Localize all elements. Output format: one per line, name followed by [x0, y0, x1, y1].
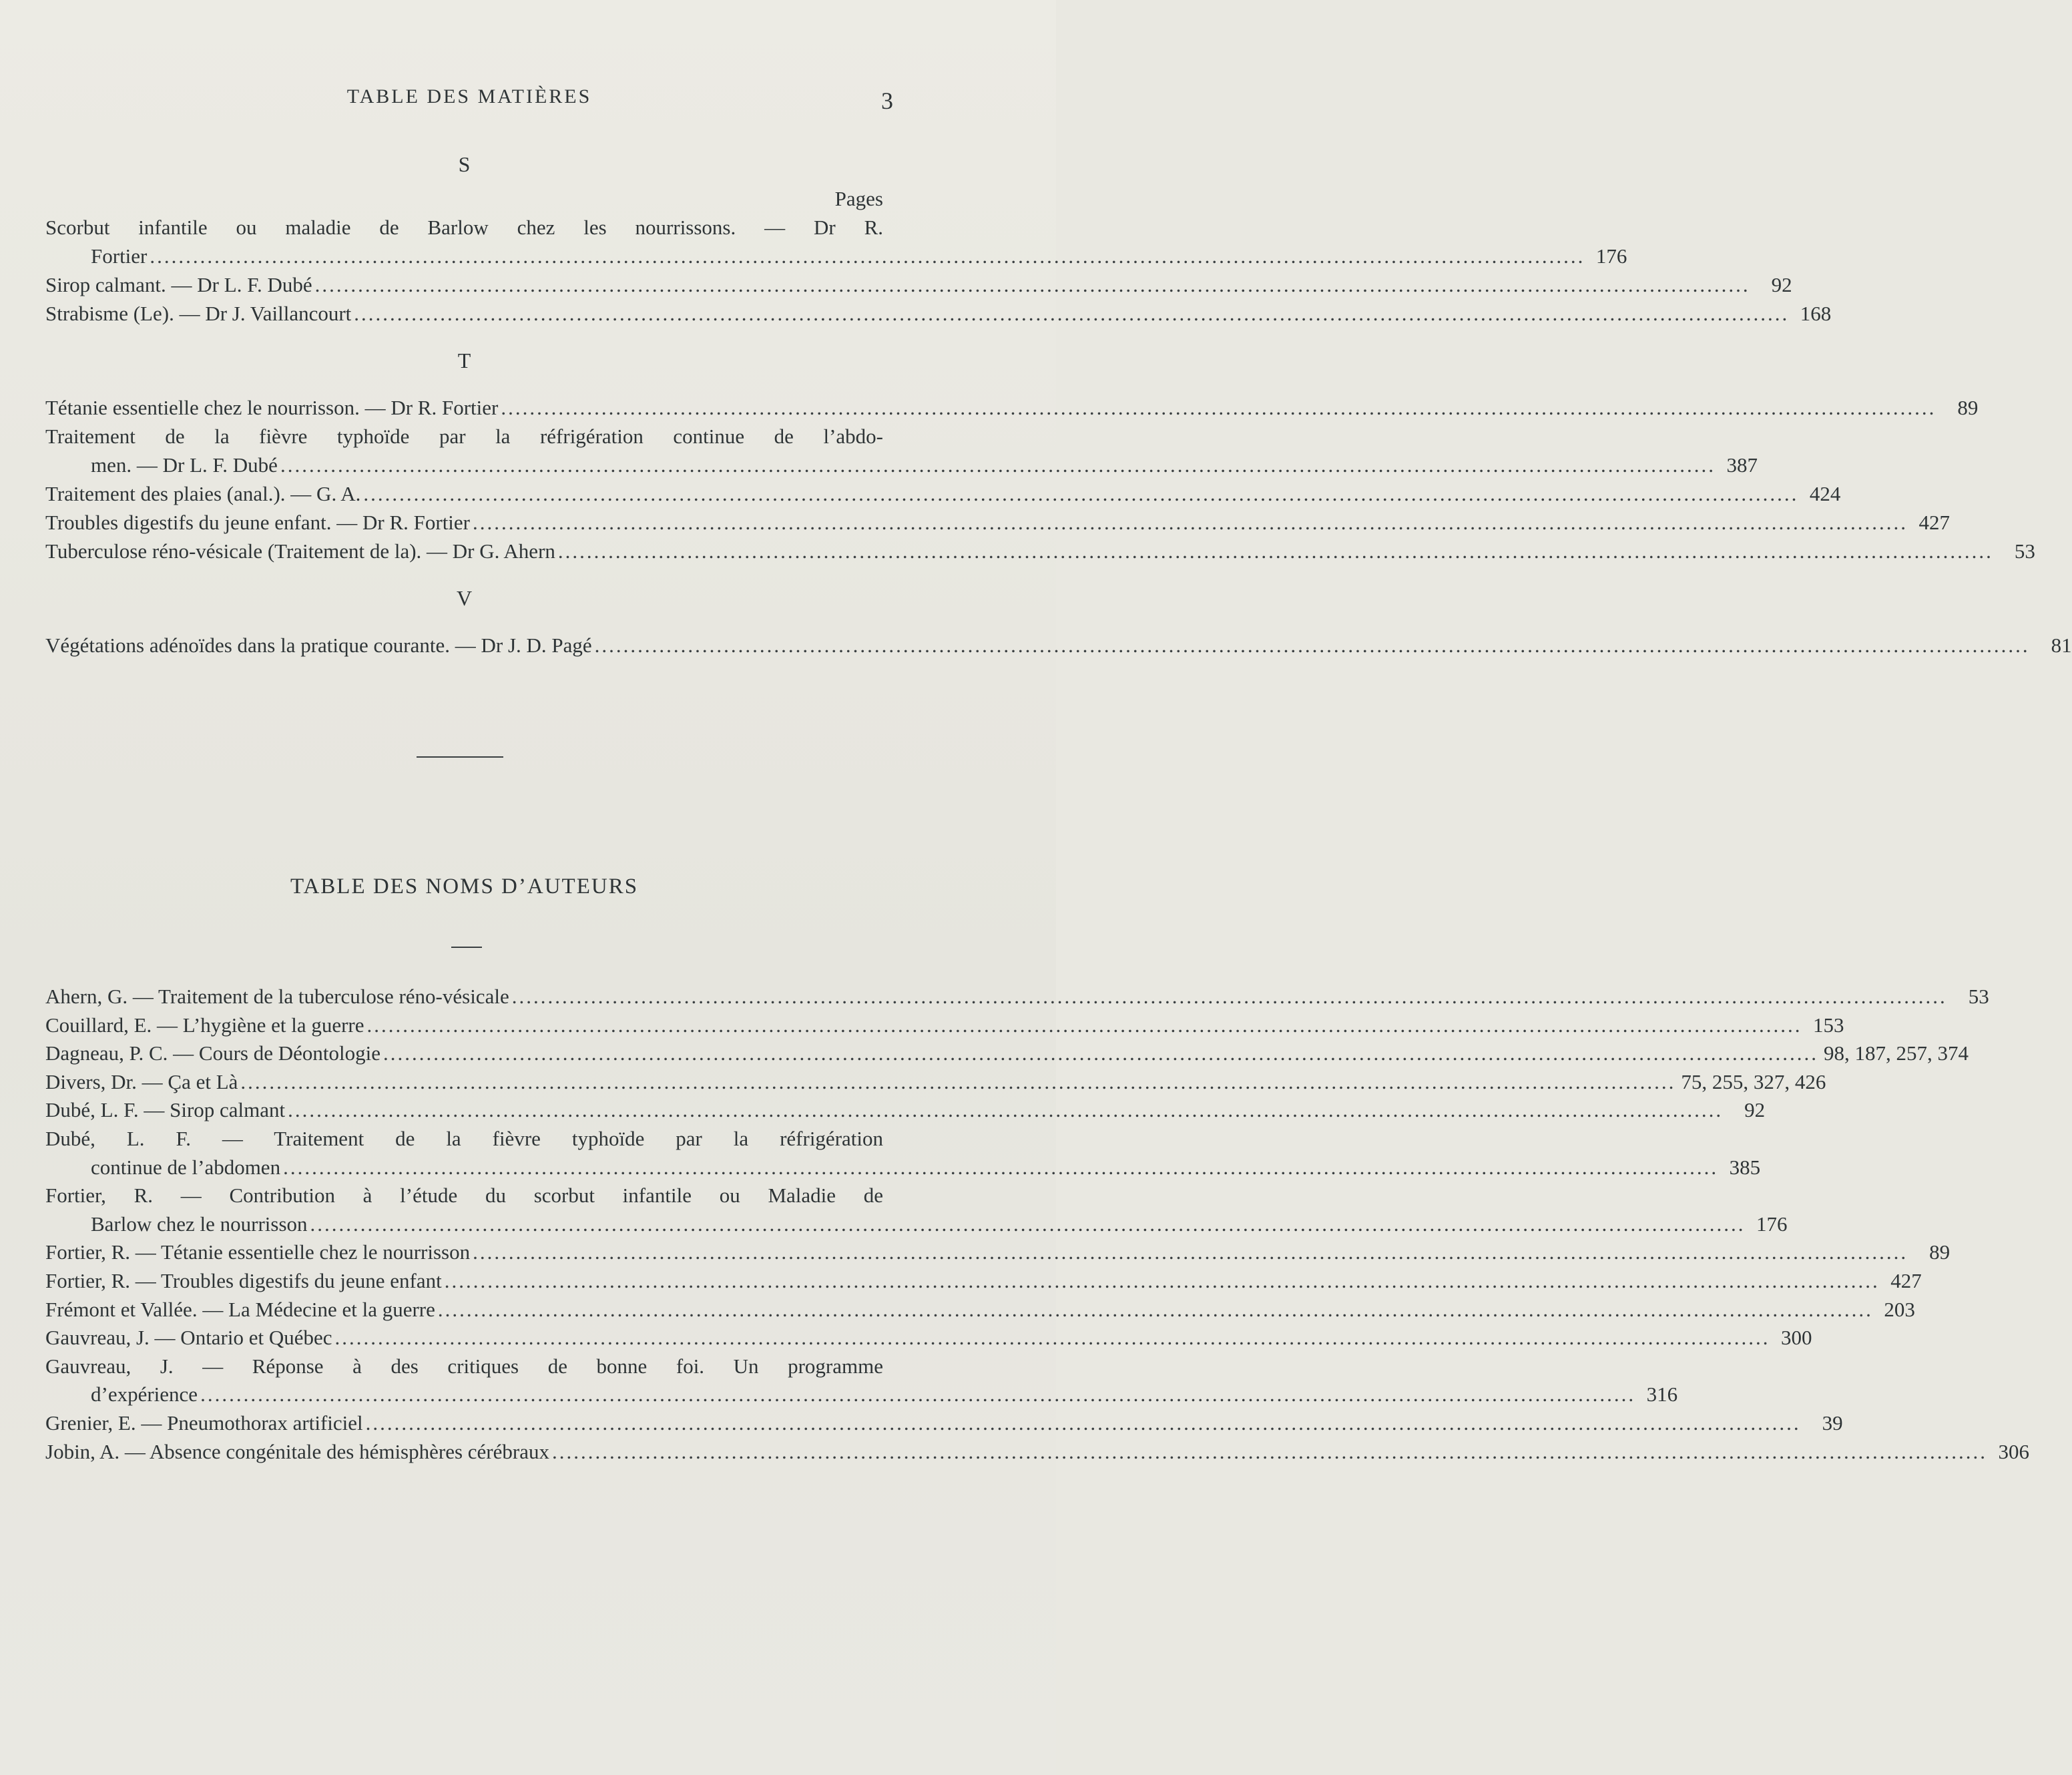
index-entry [45, 213, 1627, 270]
section-letter-v: V [456, 586, 473, 610]
entry-text: Grenier, E. — Pneumothorax artificiel [45, 1411, 363, 1435]
entry-page: 81 [2051, 633, 2072, 657]
entry-page: 316 [1646, 1382, 1678, 1407]
entry-text: Divers, Dr. — Ça et Là [45, 1069, 238, 1093]
author-entry [45, 1324, 1812, 1352]
author-entry [45, 1352, 1678, 1409]
dot-leader: ........................................................................................................................................................................................................ [334, 1326, 1770, 1350]
entry-first-line: Fortier, R. — Contribution à l’étude du scorbut infantile ou Maladie de [45, 1184, 883, 1208]
entry-page: 203 [1884, 1297, 1915, 1321]
author-entry [45, 1238, 1951, 1267]
dot-leader: ........................................................................................................................................................................................................ [594, 633, 2030, 657]
entry-page: 92 [1744, 1098, 1766, 1122]
entry-text: Jobin, A. — Absence congénitale des hémisphères cérébraux [45, 1439, 549, 1463]
entry-text: Barlow chez le nourrisson [91, 1212, 308, 1236]
entry-text: Frémont et Vallée. — La Médecine et la guerre [45, 1297, 435, 1321]
entry-page: 39 [1822, 1411, 1843, 1435]
subject-index [45, 150, 2072, 660]
entry-page: 306 [1998, 1439, 2029, 1463]
entry-page: 153 [1813, 1013, 1844, 1037]
entry-text: d’expérience [91, 1382, 198, 1407]
entry-page: 168 [1800, 302, 1832, 325]
dot-leader: ........................................................................................................................................................................................................ [150, 244, 1585, 268]
dot-leader: ........................................................................................................................................................................................................ [354, 302, 1790, 325]
dot-leader: ........................................................................................................................................................................................................ [363, 482, 1799, 505]
entry-first-line: Dubé, L. F. — Traitement de la fièvre typhoïde par la réfrigération [45, 1126, 883, 1150]
dot-leader: ........................................................................................................................................................................................................ [310, 1212, 1746, 1236]
entry-page: 53 [1968, 985, 1989, 1008]
entry-page: 92 [1771, 273, 1792, 296]
entry-page: 424 [1809, 482, 1841, 505]
entry-page: 427 [1918, 511, 1950, 534]
dot-leader: ........................................................................................................................................................................................................ [557, 539, 1993, 563]
entry-page: 89 [1929, 1240, 1951, 1264]
dot-leader: ........................................................................................................................................................................................................ [200, 1382, 1636, 1407]
dot-leader: ........................................................................................................................................................................................................ [473, 1240, 1908, 1264]
entry-text: men. — Dr L. F. Dubé [91, 453, 278, 477]
entry-text: Strabisme (Le). — Dr J. Vaillancourt [45, 302, 352, 325]
pages-column-label: Pages [834, 187, 883, 210]
entry-page: 387 [1726, 453, 1758, 477]
entry-page: 385 [1729, 1155, 1761, 1179]
entry-page: 176 [1595, 244, 1627, 268]
dot-leader: ........................................................................................................................................................................................................ [473, 511, 1908, 534]
index-entry [45, 270, 1792, 299]
dot-leader: ........................................................................................................................................................................................................ [444, 1268, 1880, 1292]
entry-text: Végétations adénoïdes dans la pratique courante. — Dr J. D. Pagé [45, 633, 592, 657]
entry-page: 427 [1890, 1268, 1922, 1292]
author-entry [45, 983, 1989, 1011]
author-entry [45, 1068, 1826, 1097]
author-entry [45, 1182, 1788, 1238]
entry-text: Troubles digestifs du jeune enfant. — Dr R. Fortier [45, 511, 470, 534]
index-entry [45, 479, 1841, 508]
index-entry [45, 422, 1758, 479]
author-entry [45, 1096, 1766, 1125]
entry-text: Ahern, G. — Traitement de la tuberculose réno-vésicale [45, 985, 509, 1008]
index-entry [45, 299, 1832, 328]
dot-leader: ........................................................................................................................................................................................................ [240, 1069, 1676, 1093]
entry-text: Fortier [91, 244, 148, 268]
dot-leader: ........................................................................................................................................................................................................ [437, 1297, 1873, 1321]
entry-text: Dubé, L. F. — Sirop calmant [45, 1098, 286, 1122]
entry-page: 89 [1957, 396, 1979, 419]
dot-leader: ........................................................................................................................................................................................................ [366, 1013, 1802, 1037]
dot-leader: ........................................................................................................................................................................................................ [314, 273, 1750, 296]
entry-page: 176 [1756, 1212, 1788, 1236]
entry-text: Gauvreau, J. — Ontario et Québec [45, 1326, 332, 1350]
entry-text: Traitement des plaies (anal.). — G. A. [45, 482, 361, 505]
authors-table-title: TABLE DES NOMS D’AUTEURS [290, 874, 639, 899]
section-separator-rule [417, 756, 503, 758]
title-dash [451, 947, 482, 948]
dot-leader: ........................................................................................................................................................................................................ [551, 1439, 1987, 1463]
entry-page: 53 [2014, 539, 2035, 563]
entry-page: 98, 187, 257, 374 [1823, 1041, 1969, 1065]
author-index [45, 983, 2029, 1466]
dot-leader: ........................................................................................................................................................................................................ [365, 1411, 1801, 1435]
section-letter-t: T [457, 348, 471, 372]
entry-first-line: Scorbut infantile ou maladie de Barlow chez les nourrissons. — Dr R. [45, 216, 883, 239]
entry-first-line: Gauvreau, J. — Réponse à des critiques de bonne foi. Un programme [45, 1354, 883, 1378]
entry-text: Couillard, E. — L’hygiène et la guerre [45, 1013, 364, 1037]
dot-leader: ........................................................................................................................................................................................................ [288, 1098, 1724, 1122]
entry-text: Tétanie essentielle chez le nourrisson. — Dr R. Fortier [45, 396, 499, 419]
dot-leader: ........................................................................................................................................................................................................ [501, 396, 1936, 419]
running-title: TABLE DES MATIÈRES [346, 85, 592, 107]
entry-text: Dagneau, P. C. — Cours de Déontologie [45, 1041, 380, 1065]
entry-text: Fortier, R. — Tétanie essentielle chez le nourrisson [45, 1240, 471, 1264]
index-entry [45, 508, 1950, 537]
section-letter-s: S [458, 152, 471, 176]
index-entry [45, 537, 2035, 565]
entry-page: 300 [1781, 1326, 1812, 1350]
dot-leader: ........................................................................................................................................................................................................ [511, 985, 1947, 1008]
entry-first-line: Traitement de la fièvre typhoïde par la réfrigération continue de l’abdo- [45, 425, 883, 448]
author-entry [45, 1039, 1969, 1068]
dot-leader: ........................................................................................................................................................................................................ [382, 1041, 1818, 1065]
dot-leader: ........................................................................................................................................................................................................ [283, 1155, 1719, 1179]
dot-leader: ........................................................................................................................................................................................................ [280, 453, 1716, 477]
author-entry [45, 1125, 1761, 1182]
author-entry [45, 1409, 1843, 1438]
entry-page: 75, 255, 327, 426 [1681, 1069, 1826, 1093]
author-entry [45, 1267, 1922, 1296]
index-entry [45, 393, 1979, 422]
entry-text: Tuberculose réno-vésicale (Traitement de la). — Dr G. Ahern [45, 539, 555, 563]
running-header [45, 85, 893, 119]
index-entry [45, 631, 2072, 660]
entry-text: Fortier, R. — Troubles digestifs du jeune enfant [45, 1268, 442, 1292]
author-entry [45, 1011, 1844, 1040]
entry-text: continue de l’abdomen [91, 1155, 281, 1179]
page-number: 3 [881, 87, 893, 114]
author-entry [45, 1438, 2029, 1467]
entry-text: Sirop calmant. — Dr L. F. Dubé [45, 273, 312, 296]
author-entry [45, 1296, 1915, 1324]
